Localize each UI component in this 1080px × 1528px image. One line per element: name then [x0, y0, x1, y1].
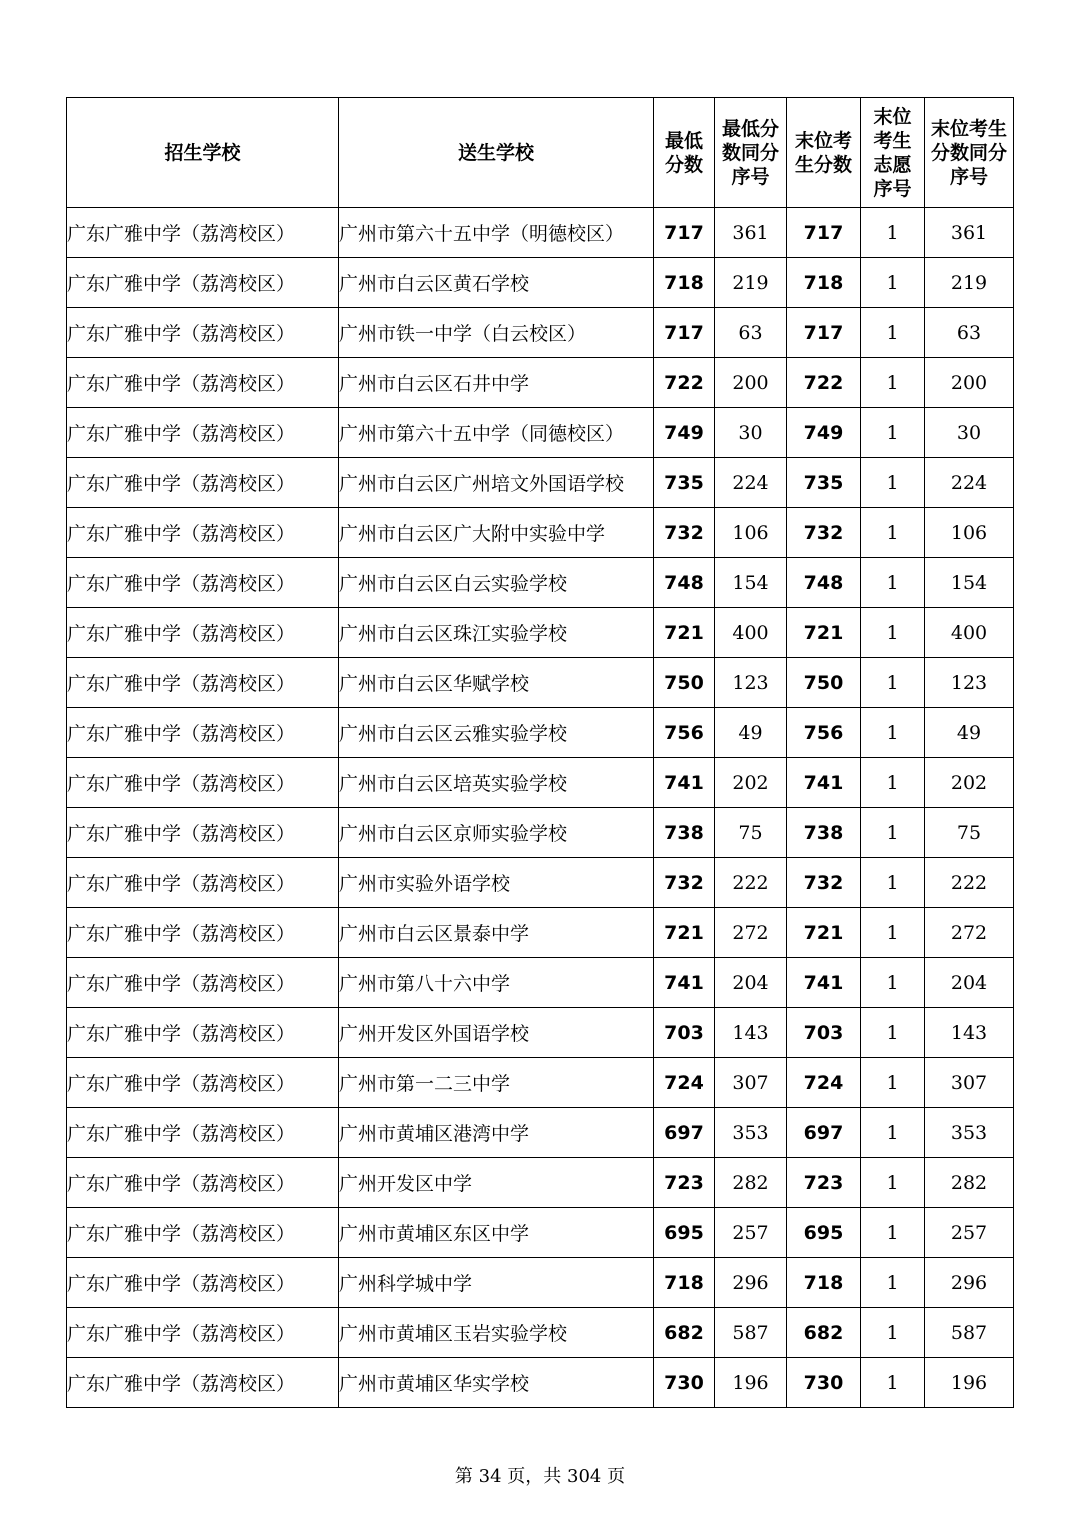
cell-min-score: 735	[654, 458, 715, 508]
cell-min-score: 721	[654, 608, 715, 658]
cell-sender-school: 广州市白云区白云实验学校	[339, 558, 654, 608]
cell-last-score: 748	[787, 558, 861, 608]
cell-last-score: 703	[787, 1008, 861, 1058]
cell-sender-school: 广州市实验外语学校	[339, 858, 654, 908]
cell-school: 广东广雅中学（荔湾校区）	[67, 1208, 339, 1258]
table-body	[67, 208, 1014, 1408]
cell-last-choice-rank: 1	[861, 1308, 925, 1358]
cell-min-score: 738	[654, 808, 715, 858]
cell-min-score: 718	[654, 258, 715, 308]
header-min-score-rank	[715, 98, 787, 208]
cell-min-score: 723	[654, 1158, 715, 1208]
header-row	[67, 98, 1014, 208]
table-row	[67, 708, 1014, 758]
cell-last-score-rank: 222	[925, 858, 1014, 908]
cell-last-score-rank: 587	[925, 1308, 1014, 1358]
cell-min-score-rank: 296	[715, 1258, 787, 1308]
cell-min-score: 724	[654, 1058, 715, 1108]
cell-min-score: 756	[654, 708, 715, 758]
cell-last-score: 756	[787, 708, 861, 758]
cell-last-choice-rank: 1	[861, 608, 925, 658]
cell-school: 广东广雅中学（荔湾校区）	[67, 508, 339, 558]
cell-min-score: 732	[654, 858, 715, 908]
cell-sender-school: 广州市第六十五中学（同德校区）	[339, 408, 654, 458]
table-row	[67, 208, 1014, 258]
cell-sender-school: 广州市白云区广大附中实验中学	[339, 508, 654, 558]
cell-last-score: 695	[787, 1208, 861, 1258]
cell-last-score-rank: 106	[925, 508, 1014, 558]
header-min-score-text: 最低分数	[664, 129, 703, 176]
cell-last-choice-rank: 1	[861, 1258, 925, 1308]
cell-last-choice-rank: 1	[861, 1208, 925, 1258]
cell-last-score-rank: 400	[925, 608, 1014, 658]
cell-sender-school: 广州市白云区云雅实验学校	[339, 708, 654, 758]
cell-sender-school: 广州市第六十五中学（明德校区）	[339, 208, 654, 258]
cell-last-choice-rank: 1	[861, 708, 925, 758]
cell-last-score: 724	[787, 1058, 861, 1108]
header-last-choice-rank	[861, 98, 925, 208]
cell-last-score: 741	[787, 958, 861, 1008]
cell-last-score-rank: 200	[925, 358, 1014, 408]
header-min-score-rank-text: 最低分数同分序号	[721, 117, 779, 188]
cell-last-score: 721	[787, 908, 861, 958]
cell-last-score: 718	[787, 1258, 861, 1308]
cell-last-score: 682	[787, 1308, 861, 1358]
cell-min-score-rank: 49	[715, 708, 787, 758]
cell-min-score-rank: 143	[715, 1008, 787, 1058]
cell-min-score-rank: 272	[715, 908, 787, 958]
cell-min-score: 732	[654, 508, 715, 558]
table-row	[67, 358, 1014, 408]
cell-sender-school: 广州市黄埔区港湾中学	[339, 1108, 654, 1158]
cell-last-score: 717	[787, 308, 861, 358]
cell-school: 广东广雅中学（荔湾校区）	[67, 308, 339, 358]
cell-last-score: 741	[787, 758, 861, 808]
header-last-choice-rank-text: 末位考生志愿序号	[873, 105, 912, 200]
cell-last-choice-rank: 1	[861, 1108, 925, 1158]
cell-school: 广东广雅中学（荔湾校区）	[67, 708, 339, 758]
header-sender-school: 送生学校	[339, 98, 654, 208]
cell-sender-school: 广州市第一二三中学	[339, 1058, 654, 1108]
cell-last-score: 732	[787, 858, 861, 908]
cell-last-choice-rank: 1	[861, 958, 925, 1008]
cell-school: 广东广雅中学（荔湾校区）	[67, 658, 339, 708]
cell-school: 广东广雅中学（荔湾校区）	[67, 858, 339, 908]
cell-school: 广东广雅中学（荔湾校区）	[67, 408, 339, 458]
cell-last-choice-rank: 1	[861, 208, 925, 258]
table-row	[67, 458, 1014, 508]
cell-last-choice-rank: 1	[861, 1008, 925, 1058]
cell-school: 广东广雅中学（荔湾校区）	[67, 1008, 339, 1058]
table-row	[67, 1258, 1014, 1308]
cell-last-score: 730	[787, 1358, 861, 1408]
cell-school: 广东广雅中学（荔湾校区）	[67, 1108, 339, 1158]
cell-min-score: 741	[654, 958, 715, 1008]
table-row	[67, 1358, 1014, 1408]
cell-min-score: 748	[654, 558, 715, 608]
page-number-footer: 第 34 页，共 304 页	[454, 1466, 626, 1487]
cell-min-score-rank: 222	[715, 858, 787, 908]
cell-min-score: 749	[654, 408, 715, 458]
cell-min-score: 695	[654, 1208, 715, 1258]
table-row	[67, 908, 1014, 958]
cell-last-choice-rank: 1	[861, 1058, 925, 1108]
admission-score-table	[66, 97, 1014, 1408]
cell-school: 广东广雅中学（荔湾校区）	[67, 1258, 339, 1308]
cell-sender-school: 广州市白云区珠江实验学校	[339, 608, 654, 658]
table-row	[67, 808, 1014, 858]
cell-school: 广东广雅中学（荔湾校区）	[67, 958, 339, 1008]
table-row	[67, 858, 1014, 908]
cell-min-score: 682	[654, 1308, 715, 1358]
cell-last-score-rank: 307	[925, 1058, 1014, 1108]
cell-min-score-rank: 154	[715, 558, 787, 608]
cell-school: 广东广雅中学（荔湾校区）	[67, 1158, 339, 1208]
cell-last-score: 735	[787, 458, 861, 508]
header-last-score-text: 末位考生分数	[794, 129, 852, 176]
cell-last-score-rank: 30	[925, 408, 1014, 458]
cell-last-score: 718	[787, 258, 861, 308]
cell-last-choice-rank: 1	[861, 1358, 925, 1408]
cell-min-score: 721	[654, 908, 715, 958]
cell-last-score: 732	[787, 508, 861, 558]
header-last-score-rank-text: 末位考生分数同分序号	[930, 117, 1007, 188]
cell-school: 广东广雅中学（荔湾校区）	[67, 558, 339, 608]
cell-last-score-rank: 143	[925, 1008, 1014, 1058]
table-row	[67, 258, 1014, 308]
header-last-score-rank	[925, 98, 1014, 208]
cell-sender-school: 广州市白云区京师实验学校	[339, 808, 654, 858]
cell-min-score-rank: 353	[715, 1108, 787, 1158]
cell-last-score: 722	[787, 358, 861, 408]
cell-min-score: 741	[654, 758, 715, 808]
cell-school: 广东广雅中学（荔湾校区）	[67, 758, 339, 808]
cell-sender-school: 广州市白云区黄石学校	[339, 258, 654, 308]
cell-last-score-rank: 219	[925, 258, 1014, 308]
cell-last-score: 697	[787, 1108, 861, 1158]
cell-min-score-rank: 219	[715, 258, 787, 308]
header-min-score	[654, 98, 715, 208]
cell-last-score: 738	[787, 808, 861, 858]
cell-school: 广东广雅中学（荔湾校区）	[67, 808, 339, 858]
cell-school: 广东广雅中学（荔湾校区）	[67, 1358, 339, 1408]
table-row	[67, 1208, 1014, 1258]
cell-last-choice-rank: 1	[861, 308, 925, 358]
cell-school: 广东广雅中学（荔湾校区）	[67, 258, 339, 308]
table-row	[67, 1058, 1014, 1108]
cell-min-score-rank: 361	[715, 208, 787, 258]
cell-last-score-rank: 202	[925, 758, 1014, 808]
cell-min-score: 703	[654, 1008, 715, 1058]
cell-last-choice-rank: 1	[861, 908, 925, 958]
cell-last-score: 717	[787, 208, 861, 258]
cell-sender-school: 广州开发区中学	[339, 1158, 654, 1208]
cell-school: 广东广雅中学（荔湾校区）	[67, 358, 339, 408]
cell-school: 广东广雅中学（荔湾校区）	[67, 208, 339, 258]
cell-last-score: 723	[787, 1158, 861, 1208]
cell-last-choice-rank: 1	[861, 758, 925, 808]
cell-min-score-rank: 106	[715, 508, 787, 558]
cell-sender-school: 广州市白云区广州培文外国语学校	[339, 458, 654, 508]
cell-sender-school: 广州市白云区景泰中学	[339, 908, 654, 958]
cell-last-score-rank: 196	[925, 1358, 1014, 1408]
cell-last-score-rank: 123	[925, 658, 1014, 708]
cell-last-score-rank: 224	[925, 458, 1014, 508]
table-row	[67, 1008, 1014, 1058]
table-row	[67, 658, 1014, 708]
cell-sender-school: 广州市黄埔区华实学校	[339, 1358, 654, 1408]
cell-last-score-rank: 282	[925, 1158, 1014, 1208]
cell-last-choice-rank: 1	[861, 858, 925, 908]
cell-sender-school: 广州市黄埔区玉岩实验学校	[339, 1308, 654, 1358]
cell-min-score: 718	[654, 1258, 715, 1308]
cell-sender-school: 广州市白云区华赋学校	[339, 658, 654, 708]
cell-last-score-rank: 353	[925, 1108, 1014, 1158]
cell-sender-school: 广州市白云区培英实验学校	[339, 758, 654, 808]
cell-last-score-rank: 272	[925, 908, 1014, 958]
cell-school: 广东广雅中学（荔湾校区）	[67, 1058, 339, 1108]
cell-min-score-rank: 75	[715, 808, 787, 858]
table-row	[67, 1108, 1014, 1158]
cell-min-score: 750	[654, 658, 715, 708]
cell-sender-school: 广州市白云区石井中学	[339, 358, 654, 408]
cell-last-score: 749	[787, 408, 861, 458]
cell-last-score: 721	[787, 608, 861, 658]
table-row	[67, 758, 1014, 808]
cell-min-score-rank: 123	[715, 658, 787, 708]
cell-last-score-rank: 154	[925, 558, 1014, 608]
cell-sender-school: 广州市铁一中学（白云校区）	[339, 308, 654, 358]
table-header	[67, 98, 1014, 208]
cell-last-choice-rank: 1	[861, 1158, 925, 1208]
cell-last-choice-rank: 1	[861, 258, 925, 308]
cell-min-score-rank: 257	[715, 1208, 787, 1258]
table-row	[67, 1158, 1014, 1208]
cell-school: 广东广雅中学（荔湾校区）	[67, 608, 339, 658]
cell-sender-school: 广州市第八十六中学	[339, 958, 654, 1008]
cell-min-score: 697	[654, 1108, 715, 1158]
cell-last-score-rank: 75	[925, 808, 1014, 858]
table-row	[67, 608, 1014, 658]
cell-min-score-rank: 282	[715, 1158, 787, 1208]
header-last-score	[787, 98, 861, 208]
cell-sender-school: 广州开发区外国语学校	[339, 1008, 654, 1058]
cell-last-score-rank: 257	[925, 1208, 1014, 1258]
cell-last-score-rank: 296	[925, 1258, 1014, 1308]
cell-min-score-rank: 204	[715, 958, 787, 1008]
cell-min-score-rank: 224	[715, 458, 787, 508]
cell-min-score: 722	[654, 358, 715, 408]
header-school: 招生学校	[67, 98, 339, 208]
table-row	[67, 958, 1014, 1008]
cell-last-score-rank: 204	[925, 958, 1014, 1008]
cell-min-score-rank: 196	[715, 1358, 787, 1408]
cell-last-score: 750	[787, 658, 861, 708]
cell-min-score: 717	[654, 208, 715, 258]
cell-min-score-rank: 30	[715, 408, 787, 458]
table-row	[67, 558, 1014, 608]
table-row	[67, 1308, 1014, 1358]
cell-last-choice-rank: 1	[861, 458, 925, 508]
cell-last-choice-rank: 1	[861, 508, 925, 558]
table-row	[67, 408, 1014, 458]
cell-last-score-rank: 63	[925, 308, 1014, 358]
cell-last-choice-rank: 1	[861, 558, 925, 608]
cell-last-score-rank: 49	[925, 708, 1014, 758]
cell-school: 广东广雅中学（荔湾校区）	[67, 1308, 339, 1358]
cell-last-choice-rank: 1	[861, 808, 925, 858]
cell-min-score-rank: 400	[715, 608, 787, 658]
cell-min-score: 730	[654, 1358, 715, 1408]
cell-min-score-rank: 587	[715, 1308, 787, 1358]
cell-min-score-rank: 63	[715, 308, 787, 358]
cell-last-choice-rank: 1	[861, 658, 925, 708]
cell-min-score-rank: 307	[715, 1058, 787, 1108]
cell-min-score-rank: 202	[715, 758, 787, 808]
table-row	[67, 308, 1014, 358]
cell-last-score-rank: 361	[925, 208, 1014, 258]
cell-last-choice-rank: 1	[861, 358, 925, 408]
cell-school: 广东广雅中学（荔湾校区）	[67, 908, 339, 958]
table-row	[67, 508, 1014, 558]
cell-min-score: 717	[654, 308, 715, 358]
cell-sender-school: 广州市黄埔区东区中学	[339, 1208, 654, 1258]
cell-school: 广东广雅中学（荔湾校区）	[67, 458, 339, 508]
cell-sender-school: 广州科学城中学	[339, 1258, 654, 1308]
cell-last-choice-rank: 1	[861, 408, 925, 458]
cell-min-score-rank: 200	[715, 358, 787, 408]
